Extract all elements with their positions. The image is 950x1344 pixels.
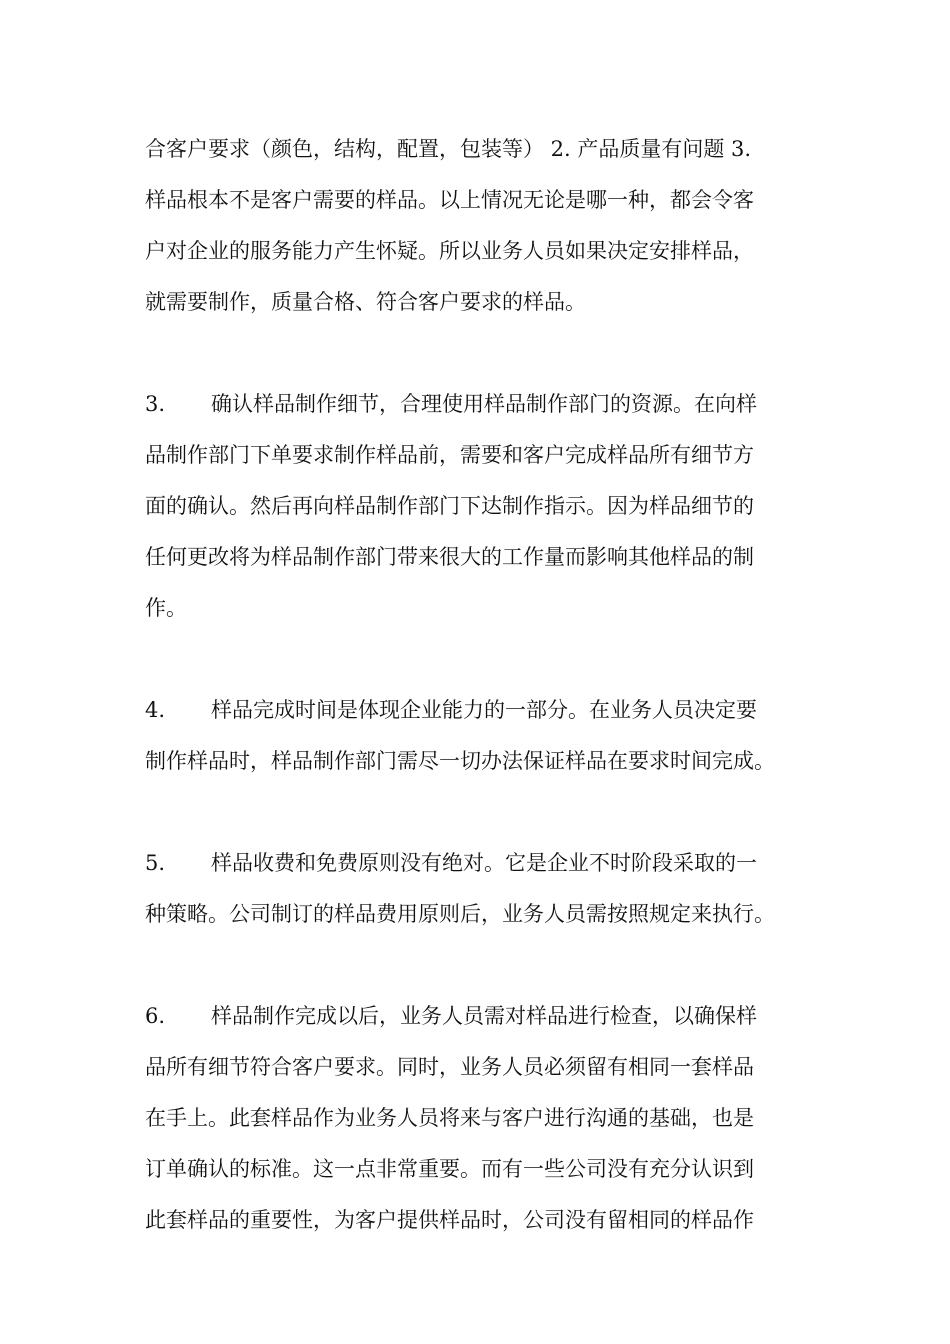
paragraph-item-6 [145, 991, 807, 1246]
text-line: 在手上。此套样品作为业务人员将来与客户进行沟通的基础，也是 [145, 1106, 754, 1130]
text-line: 样品根本不是客户需要的样品。以上情况无论是哪一种，都会令客 [145, 188, 754, 212]
paragraph-item-5 [145, 838, 807, 940]
text-line: 任何更改将为样品制作部门带来很大的工作量而影响其他样品的制 [145, 545, 754, 569]
text-line: 作。 [145, 596, 187, 620]
paragraph-item-3 [145, 379, 807, 634]
document-body [145, 124, 807, 1297]
text-line-content: 确认样品制作细节，合理使用样品制作部门的资源。在向样 [211, 392, 757, 416]
item-number: 5. [145, 851, 166, 875]
text-line: 订单确认的标准。这一点非常重要。而有一些公司没有充分认识到 [145, 1157, 754, 1181]
text-line-content: 样品收费和免费原则没有绝对。它是企业不时阶段采取的一 [211, 851, 757, 875]
item-number: 3. [145, 392, 166, 416]
text-line: 户对企业的服务能力产生怀疑。所以业务人员如果决定安排样品， [145, 239, 754, 263]
paragraph-continuation [145, 124, 807, 328]
text-line: 此套样品的重要性，为客户提供样品时，公司没有留相同的样品作 [145, 1208, 754, 1232]
text-line: 品所有细节符合客户要求。同时，业务人员必须留有相同一套样品 [145, 1055, 754, 1079]
text-line: 制作样品时，样品制作部门需尽一切办法保证样品在要求时间完成。 [145, 749, 775, 773]
text-line [145, 991, 807, 1042]
paragraph-item-4 [145, 685, 807, 787]
item-number: 6. [145, 1004, 166, 1028]
item-number: 4. [145, 698, 166, 722]
text-line [145, 685, 807, 736]
text-line-content: 样品制作完成以后，业务人员需对样品进行检查，以确保样 [211, 1004, 757, 1028]
text-line-content: 样品完成时间是体现企业能力的一部分。在业务人员决定要 [211, 698, 757, 722]
text-line: 面的确认。然后再向样品制作部门下达制作指示。因为样品细节的 [145, 494, 754, 518]
text-line: 就需要制作，质量合格、符合客户要求的样品。 [145, 290, 586, 314]
text-line: 品制作部门下单要求制作样品前，需要和客户完成样品所有细节方 [145, 443, 754, 467]
text-line [145, 379, 807, 430]
text-line [145, 838, 807, 889]
text-line: 合客户要求（颜色，结构，配置，包装等） 2. 产品质量有问题 3. [145, 137, 752, 161]
text-line: 种策略。公司制订的样品费用原则后，业务人员需按照规定来执行。 [145, 902, 775, 926]
